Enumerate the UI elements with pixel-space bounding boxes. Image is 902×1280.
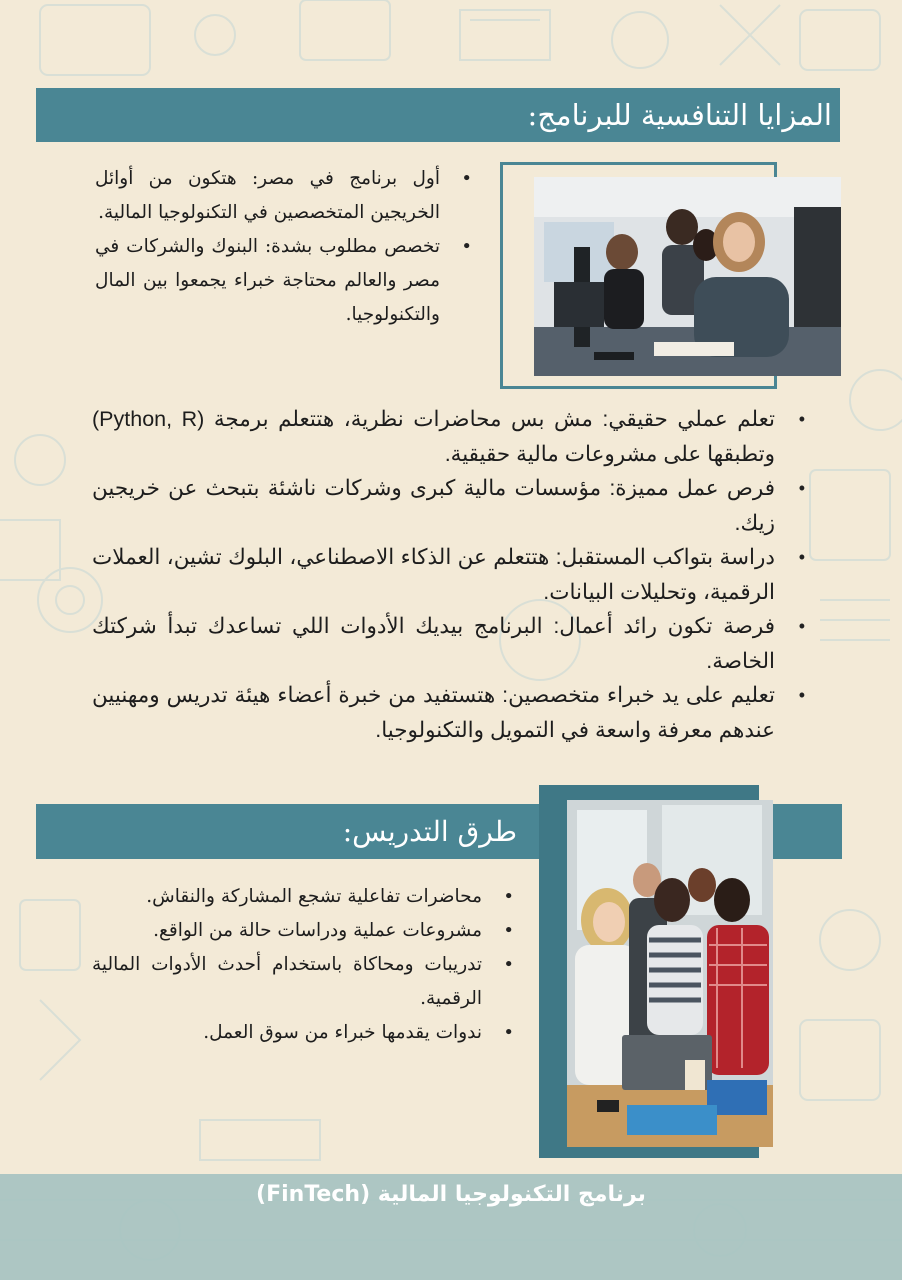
teaching-methods-list bbox=[92, 880, 482, 1050]
list-item: • دراسة بتواكب المستقبل: هتتعلم عن الذكاء الاصطناعي، البلوك تشين، العملات الرقمية، وتحليلات البيانات. bbox=[92, 540, 775, 609]
advantages-list-top bbox=[95, 162, 440, 332]
team-laptop-photo bbox=[567, 800, 773, 1147]
footer-program-title: برنامج التكنولوجيا المالية (FinTech) bbox=[256, 1182, 646, 1207]
list-item: • أول برنامج في مصر: هتكون من أوائل الخريجين المتخصصين في التكنولوجيا المالية. bbox=[95, 162, 440, 230]
list-item: • تعليم على يد خبراء متخصصين: هتستفيد من خبرة أعضاء هيئة تدريس ومهنيين عندهم معرفة واسعة في التمويل والتكنولوجيا. bbox=[92, 678, 775, 747]
list-item: • فرص عمل مميزة: مؤسسات مالية كبرى وشركات ناشئة بتبحث عن خريجين زيك. bbox=[92, 471, 775, 540]
list-item: • فرصة تكون رائد أعمال: البرنامج بيديك الأدوات اللي تساعدك تبدأ شركتك الخاصة. bbox=[92, 609, 775, 678]
list-item: • محاضرات تفاعلية تشجع المشاركة والنقاش. bbox=[92, 880, 482, 914]
classroom-students-photo bbox=[534, 177, 841, 376]
list-item: • تخصص مطلوب بشدة: البنوك والشركات في مصر والعالم محتاجة خبراء يجمعوا بين المال والتكنولوجيا. bbox=[95, 230, 440, 332]
advantages-list bbox=[92, 402, 775, 747]
section-title-banner-advantages bbox=[36, 88, 840, 142]
list-item: • مشروعات عملية ودراسات حالة من الواقع. bbox=[92, 914, 482, 948]
section-title-advantages: المزايا التنافسية للبرنامج: bbox=[527, 98, 832, 132]
list-item: • تعلم عملي حقيقي: مش بس محاضرات نظرية، هتتعلم برمجة (Python, R) وتطبقها على مشروعات مالية حقيقية. bbox=[92, 402, 775, 471]
list-item: • تدريبات ومحاكاة باستخدام أحدث الأدوات المالية الرقمية. bbox=[92, 948, 482, 1016]
list-item: • ندوات يقدمها خبراء من سوق العمل. bbox=[92, 1016, 482, 1050]
section-title-teaching: طرق التدريس: bbox=[342, 815, 517, 848]
